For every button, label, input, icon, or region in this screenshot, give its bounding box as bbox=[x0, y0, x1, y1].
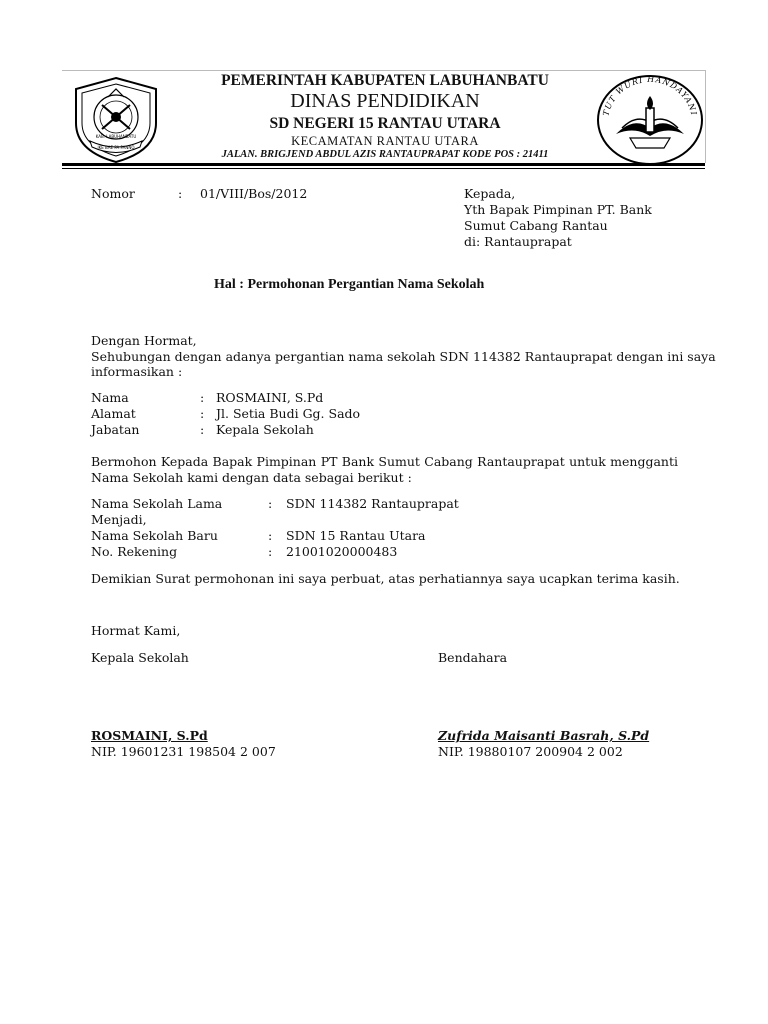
intro-line-1: Sehubungan dengan adanya pergantian nama sekolah SDN 114382 Rantauprapat dengan ini saya bbox=[91, 349, 716, 364]
becomes-label: Menjadi, bbox=[91, 512, 147, 527]
nomor-value: 01/VIII/Bos/2012 bbox=[200, 186, 308, 201]
letterhead-line-3: SD NEGERI 15 RANTAU UTARA bbox=[269, 115, 501, 132]
identity-name-colon: : bbox=[200, 390, 205, 405]
right-signatory-role: Bendahara bbox=[438, 650, 508, 665]
new-school-label: Nama Sekolah Baru bbox=[91, 528, 218, 543]
emblem-text: KAB. LABUHANBATU bbox=[95, 134, 137, 139]
identity-position-colon: : bbox=[200, 422, 205, 437]
identity-position-label: Jabatan bbox=[91, 422, 140, 437]
left-signatory-role: Kepala Sekolah bbox=[91, 650, 189, 665]
request-line-1: Bermohon Kepada Bapak Pimpinan PT Bank Sumut Cabang Rantauprapat untuk mengganti bbox=[91, 454, 678, 469]
left-signatory-nip: NIP. 19601231 198504 2 007 bbox=[91, 744, 276, 759]
account-value: 21001020000483 bbox=[286, 544, 398, 559]
identity-name-value: ROSMAINI, S.Pd bbox=[216, 390, 324, 405]
subject-heading: Hal : Permohonan Pergantian Nama Sekolah bbox=[214, 277, 485, 292]
right-signatory-name: Zufrida Maisanti Basrah, S.Pd bbox=[438, 728, 650, 743]
letterhead-line-2: DINAS PENDIDIKAN bbox=[290, 90, 480, 112]
closing-sentence: Demikian Surat permohonan ini saya perbuat, atas perhatiannya saya ucapkan terima kasih. bbox=[91, 571, 680, 586]
letterhead-line-4: KECAMATAN RANTAU UTARA bbox=[291, 134, 479, 148]
intro-line-2: informasikan : bbox=[91, 364, 183, 379]
regards: Hormat Kami, bbox=[91, 623, 181, 638]
recipient-line-3: Sumut Cabang Rantau bbox=[464, 218, 608, 233]
request-line-2: Nama Sekolah kami dengan data sebagai berikut : bbox=[91, 470, 412, 485]
emblem-banner-text: IKE BAE PA PANNO bbox=[97, 145, 135, 150]
account-colon: : bbox=[268, 544, 273, 559]
identity-address-colon: : bbox=[200, 406, 205, 421]
tut-wuri-handayani-logo-icon bbox=[594, 70, 706, 166]
recipient-line-2: Yth Bapak Pimpinan PT. Bank bbox=[464, 202, 652, 217]
identity-address-label: Alamat bbox=[91, 406, 136, 421]
identity-address-value: Jl. Setia Budi Gg. Sado bbox=[216, 406, 361, 421]
new-school-colon: : bbox=[268, 528, 273, 543]
letterhead-rule-thick bbox=[62, 163, 705, 166]
left-signatory-name: ROSMAINI, S.Pd bbox=[91, 728, 208, 743]
old-school-label: Nama Sekolah Lama bbox=[91, 496, 223, 511]
account-label: No. Rekening bbox=[91, 544, 178, 559]
letterhead-rule-thin bbox=[62, 168, 705, 169]
identity-name-label: Nama bbox=[91, 390, 129, 405]
nomor-label: Nomor bbox=[91, 186, 135, 201]
old-school-value: SDN 114382 Rantauprapat bbox=[286, 496, 459, 511]
tut-wuri-handayani-text: TUT WURI HANDAYANI bbox=[601, 74, 699, 117]
letterhead-line-1: PEMERINTAH KABUPATEN LABUHANBATU bbox=[221, 72, 549, 89]
nomor-colon: : bbox=[178, 186, 183, 201]
letterhead-address: JALAN. BRIGJEND ABDUL AZIS RANTAUPRAPAT KODE POS : 21411 bbox=[221, 149, 549, 160]
new-school-value: SDN 15 Rantau Utara bbox=[286, 528, 426, 543]
recipient-line-4: di: Rantauprapat bbox=[464, 234, 572, 249]
old-school-colon: : bbox=[268, 496, 273, 511]
greeting: Dengan Hormat, bbox=[91, 333, 197, 348]
labuhanbatu-emblem-icon bbox=[68, 75, 164, 165]
recipient-line-1: Kepada, bbox=[464, 186, 516, 201]
right-signatory-nip: NIP. 19880107 200904 2 002 bbox=[438, 744, 623, 759]
identity-position-value: Kepala Sekolah bbox=[216, 422, 314, 437]
